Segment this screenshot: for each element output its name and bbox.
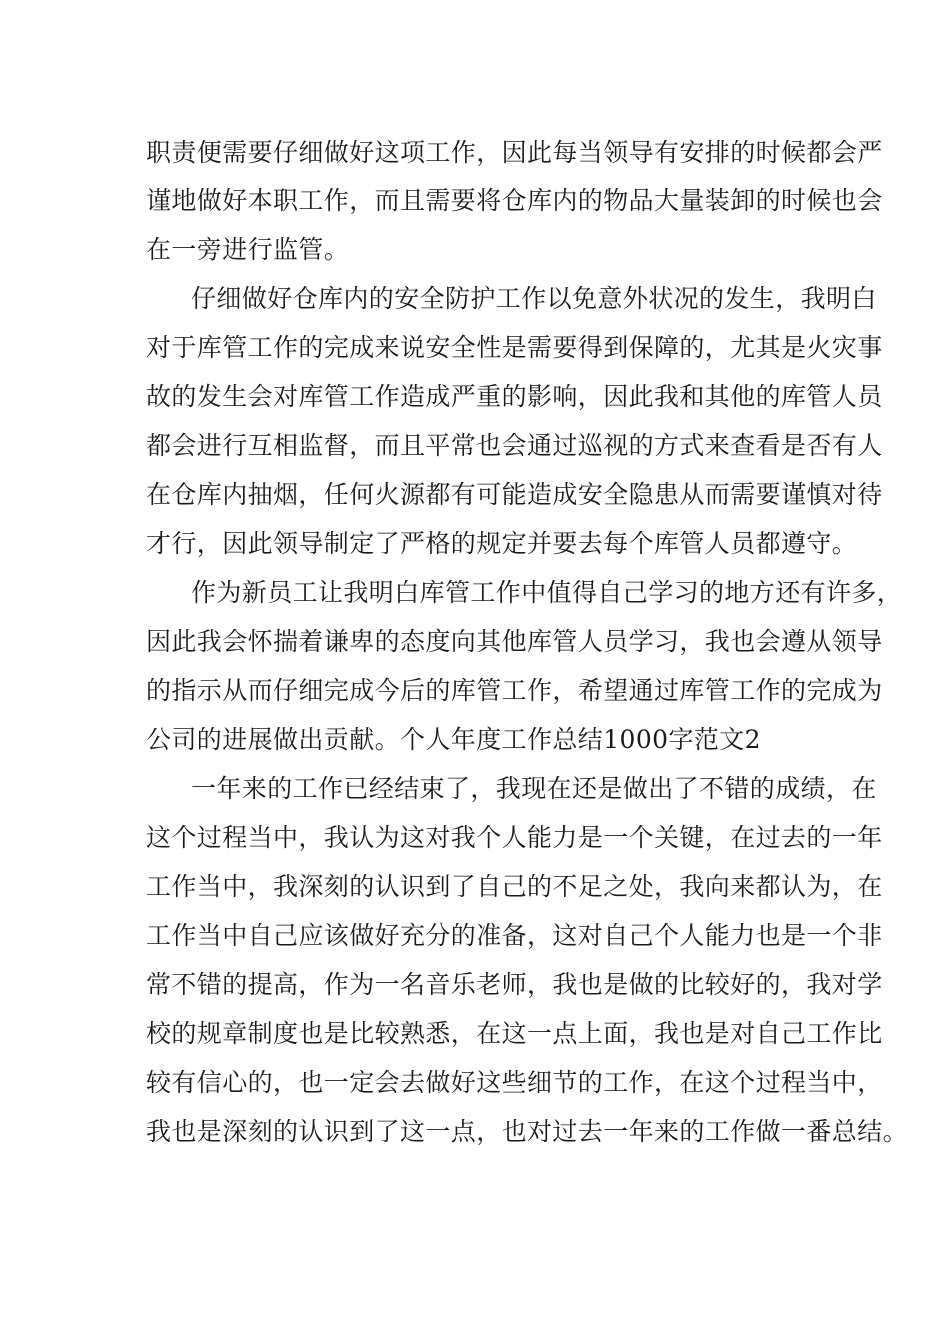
text-line: 对于库管工作的完成来说安全性是需要得到保障的，尤其是火灾事 (146, 333, 883, 362)
text-line: 工作当中，我深刻的认识到了自己的不足之处，我向来都认为，在 (146, 872, 883, 901)
text-line: 常不错的提高，作为一名音乐老师，我也是做的比较好的，我对学 (146, 970, 883, 999)
text-line: 较有信心的，也一定会去做好这些细节的工作，在这个过程当中， (146, 1068, 883, 1097)
text-line: 在一旁进行监管。 (146, 235, 350, 264)
text-line: 的指示从而仔细完成今后的库管工作，希望通过库管工作的完成为 (146, 676, 883, 705)
text-line: 故的发生会对库管工作造成严重的影响，因此我和其他的库管人员 (146, 382, 883, 411)
text-line: 这个过程当中，我认为这对我个人能力是一个关键，在过去的一年 (146, 823, 883, 852)
text-line: 公司的进展做出贡献。个人年度工作总结1000字范文2 (146, 725, 761, 754)
text-line: 谨地做好本职工作，而且需要将仓库内的物品大量装卸的时候也会 (146, 186, 883, 215)
text-line: 都会进行互相监督，而且平常也会通过巡视的方式来查看是否有人 (146, 431, 883, 460)
paragraph-first-line: 作为新员工让我明白库管工作中值得自己学习的地方还有许多， (191, 578, 903, 607)
text-line: 在仓库内抽烟，任何火源都有可能造成安全隐患从而需要谨慎对待 (146, 480, 883, 509)
text-line: 工作当中自己应该做好充分的准备，这对自己个人能力也是一个非 (146, 921, 883, 950)
paragraph-first-line: 一年来的工作已经结束了，我现在还是做出了不错的成绩，在 (191, 774, 877, 803)
text-line: 校的规章制度也是比较熟悉，在这一点上面，我也是对自己工作比 (146, 1019, 883, 1048)
paragraph-first-line: 仔细做好仓库内的安全防护工作以免意外状况的发生，我明白 (191, 284, 877, 313)
text-line: 因此我会怀揣着谦卑的态度向其他库管人员学习，我也会遵从领导 (146, 627, 883, 656)
text-line: 职责便需要仔细做好这项工作，因此每当领导有安排的时候都会严 (146, 138, 883, 167)
text-line: 才行，因此领导制定了严格的规定并要去每个库管人员都遵守。 (146, 529, 858, 558)
text-line: 我也是深刻的认识到了这一点，也对过去一年来的工作做一番总结。 (146, 1117, 909, 1146)
